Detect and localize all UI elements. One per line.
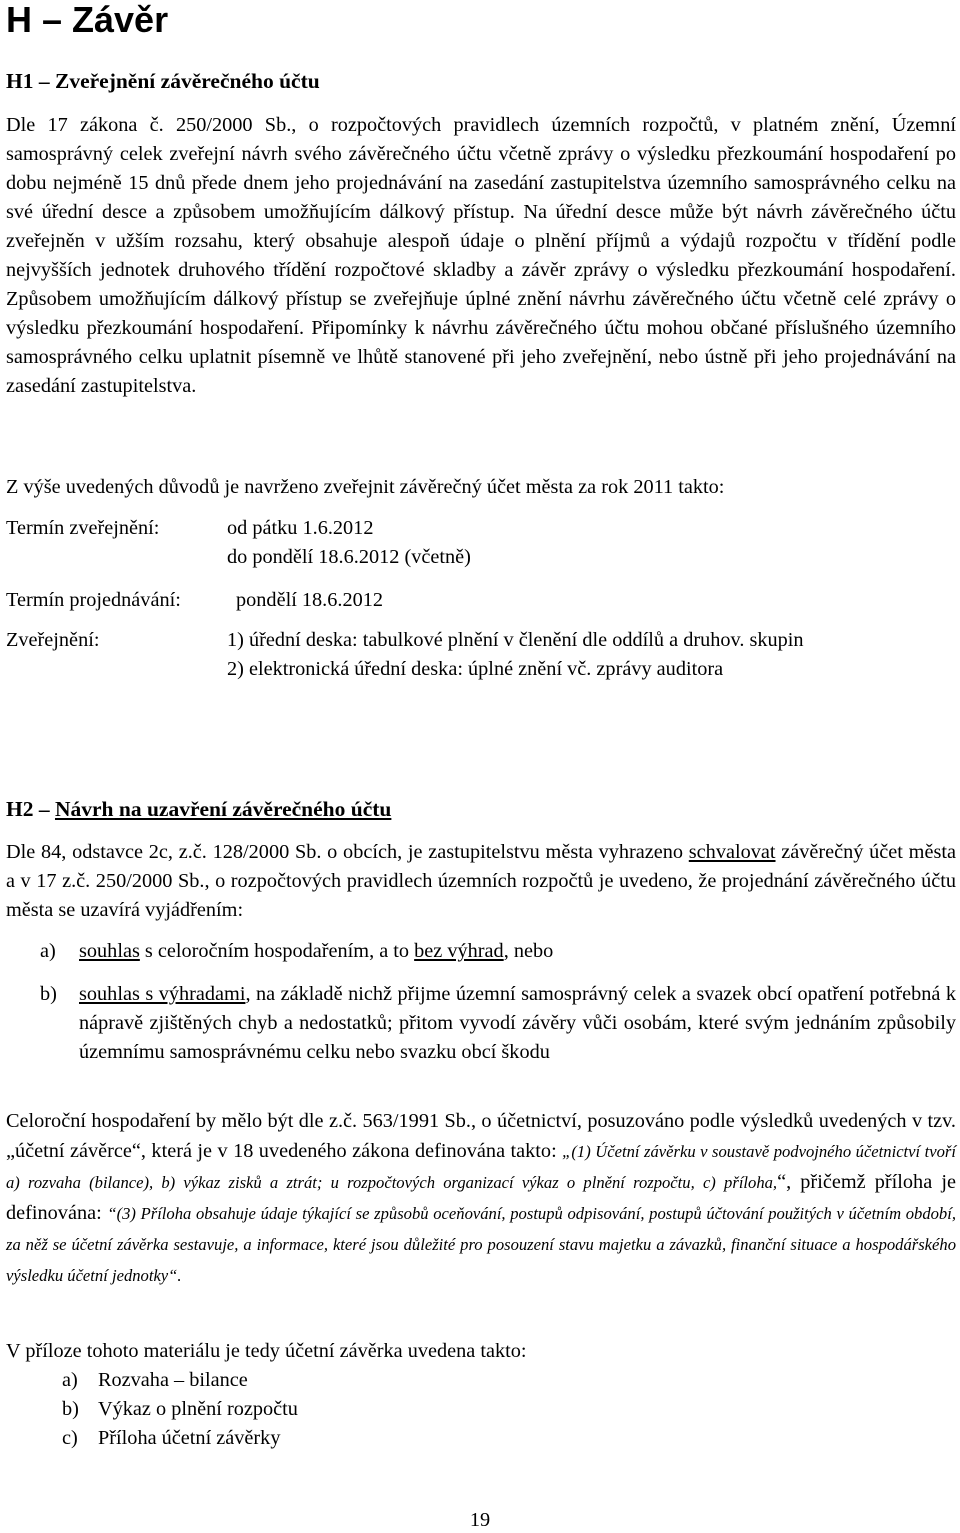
accounting-paragraph (6, 1106, 956, 1291)
page-title: H – Závěr (6, 0, 169, 40)
item-a-middle: s celoročním hospodařením, a to (139, 940, 415, 962)
term-publish-label: Termín zveřejnění: (6, 517, 160, 539)
item-b-text (79, 980, 956, 1067)
section-h2-prefix: H2 – (6, 797, 55, 821)
item-b-marker: b) (40, 983, 57, 1005)
proposal-text: Z výše uvedených důvodů je navrženo zveřejnit závěrečný účet města za rok 2011 takto: (6, 476, 725, 498)
item-a-underlined-1: souhlas (79, 940, 140, 962)
attachment-marker-b: b) (62, 1398, 79, 1420)
accounting-part-a: Celoroční hospodaření by mělo být dle z.č. 563/1991 Sb., o účetnictví, posuzováno podle výsledků uvedených v tzv. „účetní závěrce“, která je v 18 uvedeného zákona definována takto: (6, 1110, 956, 1162)
intro-part-b: závěrečný účet města a v 17 z.č. 250/2000 Sb., o rozpočtových pravidlech územních rozpočtů je uvedeno, že projednání závěrečného účtu města se uzavírá vyjádřením: (6, 841, 956, 921)
section-h1-paragraph: Dle 17 zákona č. 250/2000 Sb., o rozpočtových pravidlech územních rozpočtů, v platném znění, Územní samosprávný celek zveřejní návrh svého závěrečného účtu včetně zprávy o výsledku přezkoumání hospodaření po dobu nejméně 15 dnů přede dnem jeho projednávání na zasedání zastupitelstva územního samosprávného celku na své úřední desce a způsobem umožňujícím dálkový přístup. Na úřední desce může být návrh závěrečného účtu zveřejněn v užším rozsahu, který obsahuje alespoň údaje o plnění příjmů a výdajů rozpočtu v třídění podle nejvyšších jednotek druhového třídění rozpočtové skladby a závěr zprávy o výsledku přezkoumání hospodaření. Způsobem umožňujícím dálkový přístup se zveřejňuje úplné znění návrhu závěrečného účtu včetně celé zprávy o výsledku přezkoumání hospodaření. Připomínky k návrhu závěrečného účtu mohou občané příslušného územního samosprávného celku uplatnit písemně ve lhůtě stanovené při jeho zveřejnění, nebo ústně při jeho projednávání na zasedání zastupitelstva. (6, 114, 956, 397)
intro-underlined: schvalovat (688, 841, 776, 863)
item-b-rest: , na základě nichž přijme územní samosprávný celek a svazek obcí opatření potřebná k nápravě zjištěných chyb a nedostatků; přitom vyvodí závěry vůči osobám, které svým jednáním způsobily územnímu samosprávnému celku nebo svazku obcí škodu (79, 983, 956, 1063)
section-h1-title: H1 – Zveřejnění závěrečného účtu (6, 69, 320, 93)
item-b-underlined: souhlas s výhradami (79, 983, 246, 1005)
item-a-text (79, 937, 956, 966)
term-discuss-value: pondělí 18.6.2012 (236, 589, 384, 611)
page-number: 19 (469, 1509, 491, 1531)
section-h2-title (6, 796, 391, 822)
publication-item-2: 2) elektronická úřední deska: úplné znění vč. zprávy auditora (227, 658, 724, 680)
item-a-marker: a) (40, 940, 56, 962)
attachment-intro: V příloze tohoto materiálu je tedy účetní závěrka uvedena takto: (6, 1340, 527, 1362)
publication-label: Zveřejnění: (6, 629, 100, 651)
item-a-end: , nebo (503, 940, 554, 962)
attachment-label-c: Příloha účetní závěrky (98, 1427, 281, 1449)
attachment-marker-c: c) (62, 1427, 78, 1449)
item-a-underlined-2: bez výhrad (414, 940, 504, 962)
section-h2-title-text: Návrh na uzavření závěrečného účtu (54, 797, 392, 821)
attachment-marker-a: a) (62, 1369, 78, 1391)
term-publish-from: od pátku 1.6.2012 (227, 517, 374, 539)
publication-item-1: 1) úřední deska: tabulkové plnění v členění dle oddílů a druhov. skupin (227, 629, 804, 651)
accounting-quote-1: „(1) Účetní závěrku v soustavě podvojného účetnictví tvoří a) rozvaha (bilance), b) výkaz zisků a ztrát; u rozpočtových organizací výkaz o plnění rozpočtu, c) příloha, (6, 1142, 957, 1192)
attachment-label-a: Rozvaha – bilance (98, 1369, 248, 1391)
section-h2-intro (6, 838, 956, 925)
accounting-quote-2: “(3) Příloha obsahuje údaje týkající se způsobů oceňování, postupů odpisování, postupů účtování použitých v účetním období, za něž se účetní závěrka sestavuje, a informace, které jsou důležité pro posouzení stavu majetku a závazků, finanční situace a hospodářského výsledku účetní jednotky“. (6, 1204, 956, 1285)
intro-part-a: Dle 84, odstavce 2c, z.č. 128/2000 Sb. o obcích, je zastupitelstvu města vyhrazeno (6, 841, 689, 863)
accounting-part-b: “, přičemž příloha je definována: (6, 1171, 956, 1224)
term-publish-to: do pondělí 18.6.2012 (včetně) (227, 546, 471, 568)
attachment-label-b: Výkaz o plnění rozpočtu (98, 1398, 298, 1420)
term-discuss-label: Termín projednávání: (6, 589, 181, 611)
